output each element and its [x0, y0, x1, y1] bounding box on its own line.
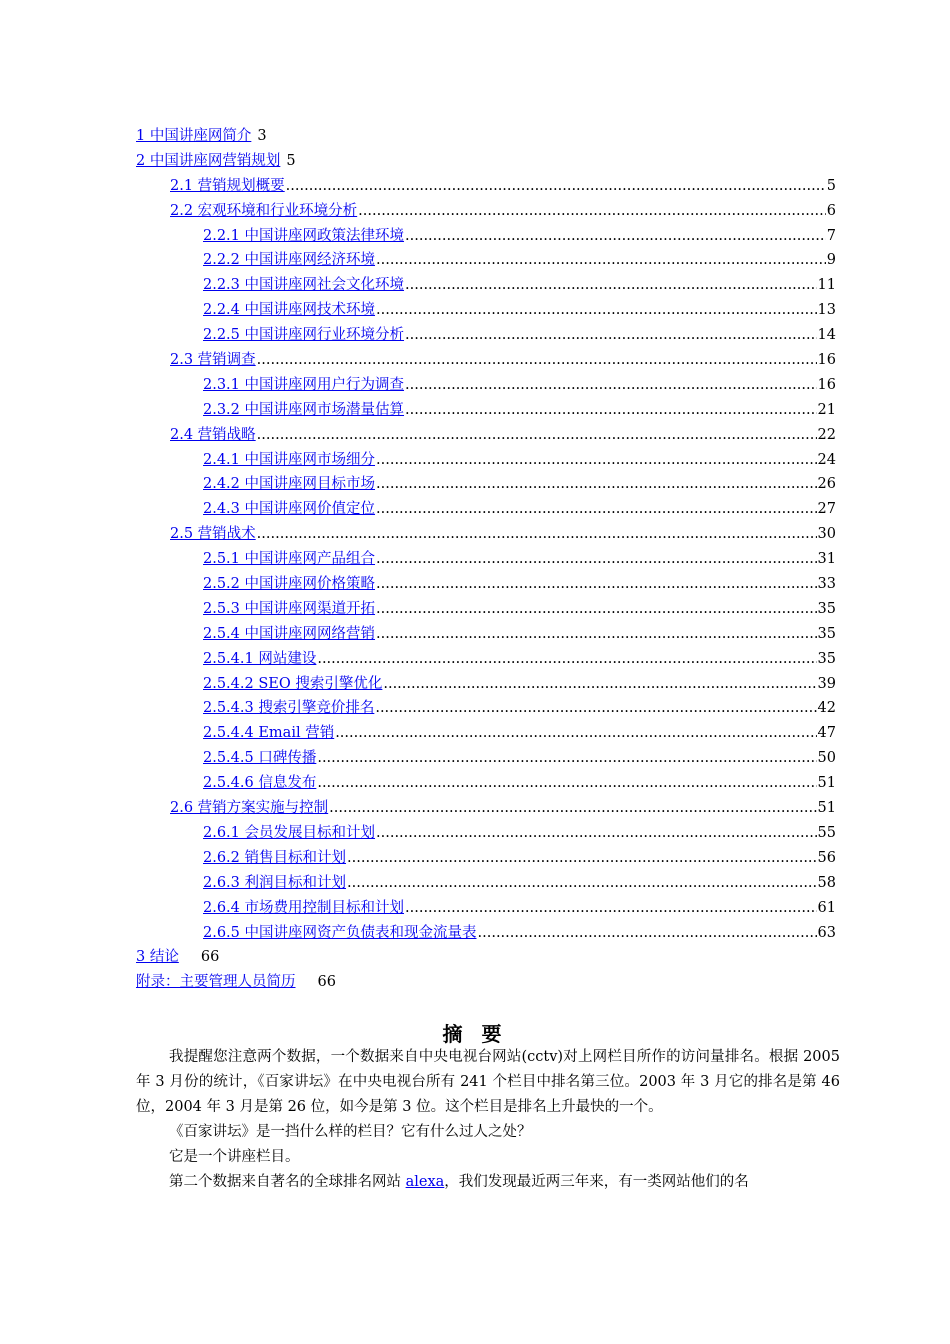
- toc-dot-leader: [376, 597, 817, 622]
- toc-entry: [136, 472, 836, 497]
- toc-entry-link[interactable]: 2.4.1 中国讲座网市场细分: [203, 451, 376, 468]
- toc-entry-link[interactable]: 2.5.4.2 SEO 搜索引擎优化: [203, 675, 383, 692]
- toc-entry-link[interactable]: 2.5.4.1 网站建设: [203, 650, 317, 667]
- toc-dot-leader: [383, 672, 816, 697]
- toc-dot-leader: [375, 696, 816, 721]
- toc-page-number: 50: [817, 750, 836, 767]
- toc-dot-leader: [317, 771, 816, 796]
- toc-page-number: 9: [826, 252, 836, 269]
- toc-dot-leader: [376, 622, 817, 647]
- toc-dot-leader: [257, 522, 817, 547]
- toc-dot-leader: [405, 373, 817, 398]
- toc-page-number: 51: [817, 775, 836, 792]
- toc-dot-leader: [405, 896, 817, 921]
- summary-paragraph-3: 它是一个讲座栏目。: [169, 1149, 300, 1165]
- toc-entry-link[interactable]: 2.5.4.6 信息发布: [203, 775, 317, 792]
- toc-page-number: 55: [817, 824, 836, 841]
- toc-entry: [136, 497, 836, 522]
- toc-entry-link[interactable]: 2.4 营销战略: [170, 426, 256, 443]
- summary-paragraph-4-text: 第二个数据来自著名的全球排名网站: [169, 1174, 406, 1190]
- toc-entry: [136, 821, 836, 846]
- toc-entry: [136, 846, 836, 871]
- alexa-link[interactable]: alexa: [405, 1174, 445, 1190]
- toc-entry: [136, 149, 836, 174]
- toc-page-number: 47: [817, 725, 836, 742]
- toc-entry-link[interactable]: 2.5.1 中国讲座网产品组合: [203, 551, 376, 568]
- toc-dot-leader: [376, 298, 817, 323]
- toc-page-number: 63: [817, 924, 836, 941]
- toc-entry: [136, 945, 836, 970]
- toc-entry: [136, 921, 836, 946]
- toc-entry: [136, 871, 836, 896]
- toc-entry-link[interactable]: 2.6 营销方案实施与控制: [170, 800, 329, 817]
- table-of-contents: [136, 124, 836, 995]
- toc-entry-link[interactable]: 2.3.2 中国讲座网市场潜量估算: [203, 401, 405, 418]
- toc-entry-link[interactable]: 1 中国讲座网简介: [136, 128, 252, 144]
- toc-entry-link[interactable]: 2.2.2 中国讲座网经济环境: [203, 252, 376, 269]
- toc-entry: [136, 547, 836, 572]
- summary-paragraph-2: 《百家讲坛》是一挡什么样的栏目？它有什么过人之处？: [169, 1124, 532, 1140]
- toc-page-number: 24: [817, 451, 836, 468]
- toc-entry: [136, 124, 836, 149]
- toc-entry-link[interactable]: 附录：主要管理人员简历: [136, 974, 296, 991]
- toc-page-number: 6: [826, 202, 836, 219]
- summary-paragraph-4: [136, 1170, 840, 1195]
- toc-entry: [136, 721, 836, 746]
- toc-page-number: 16: [817, 352, 836, 369]
- toc-entry: [136, 348, 836, 373]
- toc-entry: [136, 398, 836, 423]
- toc-entry: [136, 771, 836, 796]
- toc-entry-link[interactable]: 2.5 营销战术: [170, 526, 256, 543]
- toc-entry-link[interactable]: 2.6.4 市场费用控制目标和计划: [203, 899, 405, 916]
- toc-page-number: 31: [817, 551, 836, 568]
- toc-entry: [136, 174, 836, 199]
- toc-dot-leader: [347, 846, 817, 871]
- summary-title: 摘 要: [442, 1022, 508, 1046]
- toc-entry-link[interactable]: 2.3 营销调查: [170, 352, 256, 369]
- toc-entry: [136, 224, 836, 249]
- summary-body: [136, 1045, 840, 1195]
- toc-entry: [136, 622, 836, 647]
- toc-page-number: 66: [317, 974, 336, 991]
- toc-entry-link[interactable]: 2.5.4 中国讲座网网络营销: [203, 625, 376, 642]
- toc-entry-link[interactable]: 2.2.5 中国讲座网行业环境分析: [203, 327, 405, 344]
- toc-entry-link[interactable]: 2 中国讲座网营销规划: [136, 152, 281, 169]
- toc-entry: [136, 522, 836, 547]
- toc-dot-leader: [376, 448, 817, 473]
- toc-dot-leader: [358, 199, 826, 224]
- toc-page-number: 35: [817, 600, 836, 617]
- toc-page-number: 5: [286, 152, 296, 169]
- toc-dot-leader: [376, 497, 817, 522]
- toc-entry: [136, 423, 836, 448]
- summary-paragraph-1: 我提醒您注意两个数据，一个数据来自中央电视台网站(cctv)对上网栏目所作的访问量排名。根据 2005 年 3 月份的统计，《百家讲坛》在中央电视台所有 241 个栏目中排名第三位。2003 年 3 月它的排名是第 46 位，2004 年 3 月是第 26 位，如今是第 3 位。这个栏目是排名上升最快的一个。: [136, 1049, 840, 1115]
- toc-dot-leader: [405, 398, 817, 423]
- toc-entry: [136, 746, 836, 771]
- toc-page-number: 7: [826, 227, 836, 244]
- toc-entry-link[interactable]: 2.4.3 中国讲座网价值定位: [203, 501, 376, 518]
- toc-page-number: 66: [200, 949, 220, 966]
- toc-entry: [136, 970, 836, 995]
- toc-page-number: 16: [817, 376, 836, 393]
- toc-dot-leader: [317, 746, 816, 771]
- toc-entry-link[interactable]: 2.6.1 会员发展目标和计划: [203, 824, 376, 841]
- toc-page-number: 39: [817, 675, 836, 692]
- toc-page-number: 26: [817, 476, 836, 493]
- toc-page-number: 13: [817, 302, 836, 319]
- toc-page-number: 22: [817, 426, 836, 443]
- toc-page-number: 35: [817, 650, 836, 667]
- toc-page-number: 3: [257, 128, 267, 144]
- toc-dot-leader: [329, 796, 816, 821]
- toc-entry-link[interactable]: 2.2 宏观环境和行业环境分析: [170, 202, 358, 219]
- toc-entry-link[interactable]: 2.2.1 中国讲座网政策法律环境: [203, 227, 405, 244]
- toc-entry-link[interactable]: 2.4.2 中国讲座网目标市场: [203, 476, 376, 493]
- toc-entry: [136, 199, 836, 224]
- toc-dot-leader: [376, 472, 817, 497]
- toc-entry: [136, 248, 836, 273]
- toc-dot-leader: [347, 871, 817, 896]
- toc-entry: [136, 448, 836, 473]
- toc-entry: [136, 373, 836, 398]
- toc-entry-link[interactable]: 2.1 营销规划概要: [170, 177, 285, 194]
- toc-page-number: 56: [817, 849, 836, 866]
- toc-entry-link[interactable]: 2.2.3 中国讲座网社会文化环境: [203, 277, 405, 294]
- toc-entry: [136, 298, 836, 323]
- toc-entry: [136, 647, 836, 672]
- toc-dot-leader: [405, 224, 826, 249]
- toc-dot-leader: [376, 572, 817, 597]
- toc-entry: [136, 273, 836, 298]
- toc-entry-link[interactable]: 2.5.2 中国讲座网价格策略: [203, 576, 376, 593]
- toc-dot-leader: [405, 273, 817, 298]
- toc-entry-link[interactable]: 2.2.4 中国讲座网技术环境: [203, 302, 376, 319]
- toc-entry: [136, 597, 836, 622]
- toc-dot-leader: [376, 248, 826, 273]
- toc-entry-link[interactable]: 2.6.5 中国讲座网资产负债表和现金流量表: [203, 924, 477, 941]
- toc-page-number: 5: [826, 177, 836, 194]
- toc-page-number: 21: [817, 401, 836, 418]
- toc-entry-link[interactable]: 2.6.2 销售目标和计划: [203, 849, 347, 866]
- toc-dot-leader: [286, 174, 826, 199]
- toc-dot-leader: [376, 547, 817, 572]
- toc-page-number: 14: [817, 327, 836, 344]
- toc-dot-leader: [376, 821, 817, 846]
- toc-entry: [136, 896, 836, 921]
- toc-entry-link[interactable]: 2.6.3 利润目标和计划: [203, 874, 347, 891]
- toc-entry: [136, 323, 836, 348]
- toc-page-number: 35: [817, 625, 836, 642]
- toc-page-number: 30: [817, 526, 836, 543]
- toc-dot-leader: [478, 921, 817, 946]
- toc-entry-link[interactable]: 2.5.4.4 Email 营销: [203, 725, 335, 742]
- toc-entry: [136, 672, 836, 697]
- toc-page-number: 58: [817, 874, 836, 891]
- toc-page-number: 61: [817, 899, 836, 916]
- toc-entry: [136, 572, 836, 597]
- toc-dot-leader: [317, 647, 816, 672]
- toc-page-number: 51: [817, 800, 836, 817]
- toc-entry: [136, 796, 836, 821]
- toc-entry-link[interactable]: 2.5.4.5 口碑传播: [203, 750, 317, 767]
- toc-page-number: 33: [817, 576, 836, 593]
- toc-entry-link[interactable]: 3 结论: [136, 949, 179, 966]
- toc-dot-leader: [335, 721, 816, 746]
- toc-entry-link[interactable]: 2.5.3 中国讲座网渠道开拓: [203, 600, 376, 617]
- toc-dot-leader: [257, 348, 817, 373]
- toc-page-number: 11: [817, 277, 836, 294]
- toc-dot-leader: [405, 323, 817, 348]
- toc-page-number: 27: [817, 501, 836, 518]
- toc-entry: [136, 696, 836, 721]
- toc-entry-link[interactable]: 2.3.1 中国讲座网用户行为调查: [203, 376, 405, 393]
- toc-page-number: 42: [817, 700, 836, 717]
- summary-paragraph-4-tail: ，我们发现最近两三年来，有一类网站他们的名: [444, 1174, 749, 1190]
- toc-dot-leader: [257, 423, 817, 448]
- toc-entry-link[interactable]: 2.5.4.3 搜索引擎竞价排名: [203, 700, 375, 717]
